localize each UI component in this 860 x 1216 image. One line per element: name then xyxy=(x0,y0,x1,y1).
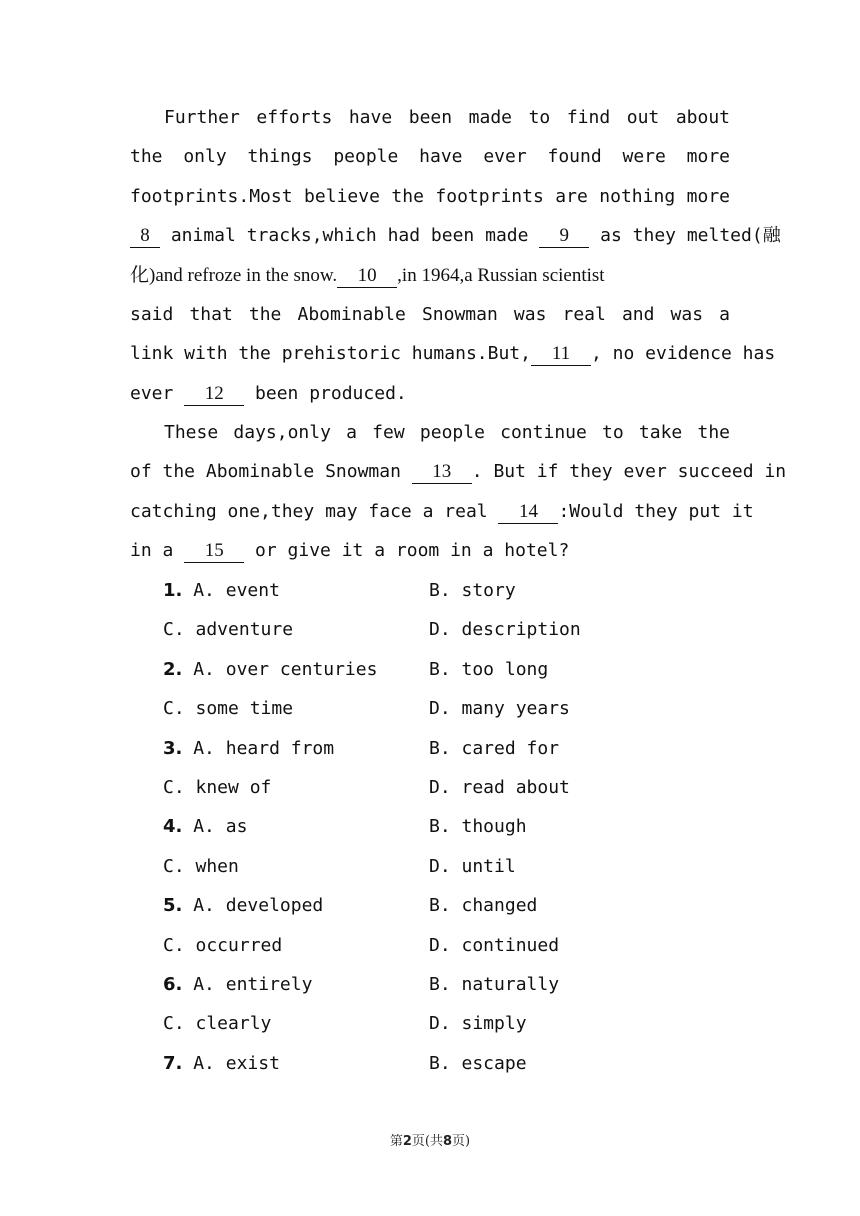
option-b[interactable]: B. cared for xyxy=(429,737,560,759)
question-number: 1. xyxy=(163,580,183,601)
option-d[interactable]: D. simply xyxy=(429,1013,527,1035)
text-line xyxy=(130,374,730,413)
option-b[interactable]: B. naturally xyxy=(429,973,560,995)
text-span: ,in 1964,a Russian scientist xyxy=(397,264,605,286)
question-number: 2. xyxy=(163,658,183,680)
text-line xyxy=(130,216,781,255)
option-a[interactable]: A. over centuries xyxy=(193,658,378,680)
option-c[interactable]: C. when xyxy=(163,855,239,877)
text-line: said that the Abominable Snowman was real and was a xyxy=(130,303,730,325)
option-d[interactable]: D. many years xyxy=(429,698,570,720)
text-line: the only things people have ever found were more xyxy=(130,146,730,168)
option-b[interactable]: B. escape xyxy=(429,1052,527,1074)
paragraph-2 xyxy=(130,413,787,571)
blank-11[interactable]: 11 xyxy=(531,343,591,366)
option-a[interactable]: A. event xyxy=(193,580,280,601)
option-row xyxy=(163,729,683,768)
text-span: or give it a room in a hotel? xyxy=(244,540,570,562)
question-number: 3. xyxy=(163,737,183,759)
question-number: 5. xyxy=(163,895,183,917)
text-span: 化)and refroze in the snow. xyxy=(130,264,338,286)
option-a[interactable]: A. as xyxy=(193,816,248,838)
option-row xyxy=(163,768,683,807)
question-number: 6. xyxy=(163,973,183,995)
option-b[interactable]: B. too long xyxy=(429,658,549,680)
footer-page-number: 2 xyxy=(402,1134,412,1149)
footer-mid: 页(共 xyxy=(411,1134,443,1149)
option-row xyxy=(163,1044,683,1083)
blank-8[interactable]: 8 xyxy=(130,225,160,248)
blank-9[interactable]: 9 xyxy=(539,225,589,248)
blank-15[interactable]: 15 xyxy=(184,540,244,563)
option-row xyxy=(163,1004,683,1043)
text-span: catching one,they may face a real xyxy=(130,500,499,522)
text-span: animal tracks,which had been made xyxy=(160,225,540,247)
option-row xyxy=(163,610,683,649)
option-row xyxy=(163,886,683,925)
option-row xyxy=(163,571,683,610)
option-c[interactable]: C. adventure xyxy=(163,619,294,641)
option-d[interactable]: D. description xyxy=(429,619,581,641)
option-d[interactable]: D. until xyxy=(429,855,516,877)
text-span: , no evidence has xyxy=(590,343,776,365)
question-options xyxy=(163,571,683,1083)
option-d[interactable]: D. continued xyxy=(429,934,560,956)
option-row xyxy=(163,926,683,965)
option-c[interactable]: C. clearly xyxy=(163,1013,272,1035)
question-number: 7. xyxy=(163,1052,183,1074)
page-footer xyxy=(0,1130,860,1149)
text-span: ever xyxy=(130,382,185,404)
text-span: :Would they put it xyxy=(558,500,754,522)
text-span: been produced. xyxy=(244,382,407,404)
footer-total-pages: 8 xyxy=(443,1134,453,1149)
option-d[interactable]: D. read about xyxy=(429,776,570,798)
option-b[interactable]: B. story xyxy=(429,580,516,601)
text-line xyxy=(130,256,730,295)
option-row xyxy=(163,807,683,846)
text-span: in a xyxy=(130,540,185,562)
option-row xyxy=(163,650,683,689)
option-b[interactable]: B. though xyxy=(429,816,527,838)
option-c[interactable]: C. occurred xyxy=(163,934,283,956)
paragraph-1 xyxy=(130,98,781,413)
option-row xyxy=(163,965,683,1004)
text-span: . But if they ever succeed in xyxy=(471,461,787,483)
text-span: link with the prehistoric humans.But, xyxy=(130,343,531,365)
option-a[interactable]: A. entirely xyxy=(193,973,313,995)
option-a[interactable]: A. developed xyxy=(193,895,324,917)
option-b[interactable]: B. changed xyxy=(429,895,538,917)
text-span: as they melted(融 xyxy=(589,225,781,247)
footer-suffix: 页) xyxy=(452,1134,471,1149)
blank-12[interactable]: 12 xyxy=(184,383,244,406)
blank-13[interactable]: 13 xyxy=(412,461,472,484)
text-line xyxy=(130,492,754,531)
option-c[interactable]: C. some time xyxy=(163,698,294,720)
blank-10[interactable]: 10 xyxy=(337,265,397,288)
text-line: Further efforts have been made to find out about xyxy=(164,107,730,128)
option-a[interactable]: A. exist xyxy=(193,1052,280,1074)
option-a[interactable]: A. heard from xyxy=(193,737,335,759)
question-number: 4. xyxy=(163,816,183,838)
footer-prefix: 第 xyxy=(389,1134,403,1149)
text-line xyxy=(130,531,730,570)
option-row xyxy=(163,689,683,728)
text-line: footprints.Most believe the footprints are nothing more xyxy=(130,185,730,207)
option-c[interactable]: C. knew of xyxy=(163,776,272,798)
text-line xyxy=(130,452,787,491)
text-span: of the Abominable Snowman xyxy=(130,461,412,483)
option-row xyxy=(163,847,683,886)
text-line: These days,only a few people continue to take the xyxy=(164,422,730,443)
blank-14[interactable]: 14 xyxy=(498,501,558,524)
text-line xyxy=(130,334,776,373)
